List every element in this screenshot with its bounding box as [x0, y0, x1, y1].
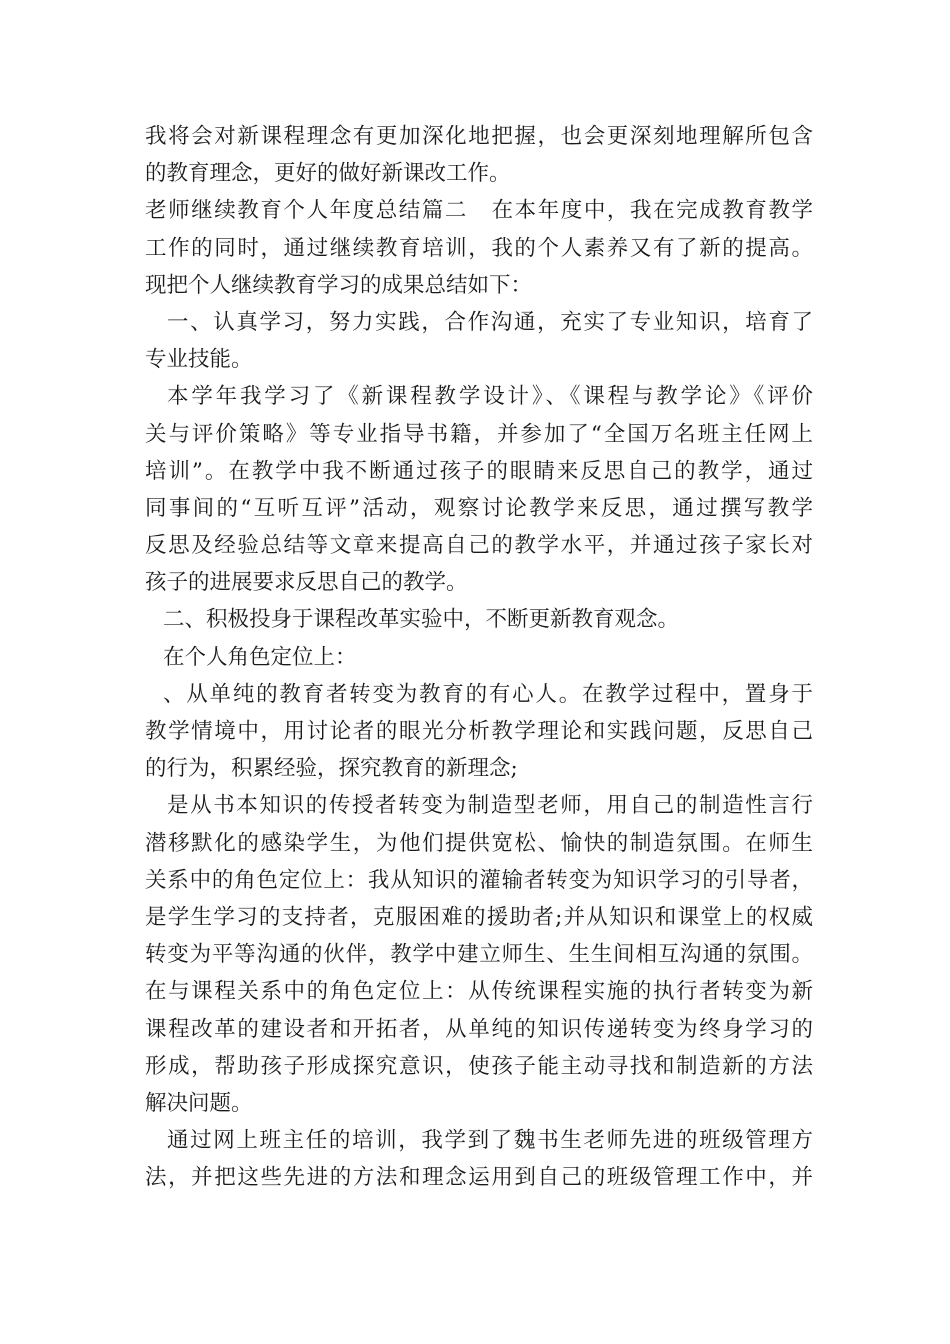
text-line: 教学情境中，用讨论者的眼光分析教学理论和实践问题，反思自己	[145, 719, 813, 744]
text-line: 是学生学习的支持者，克服困难的援助者;并从知识和课堂上的权威	[145, 904, 813, 930]
text-line: 二、积极投身于课程改革实验中，不断更新教育观念。	[163, 607, 680, 633]
text-line: 潜移默化的感染学生，为他们提供宽松、愉快的制造氛围。在师生	[145, 830, 813, 856]
text-line: 现把个人继续教育学习的成果总结如下：	[145, 272, 533, 298]
text-line: 在与课程关系中的角色定位上：从传统课程实施的执行者转变为新	[145, 979, 813, 1005]
text-line: 的教育理念，更好的做好新课改工作。	[145, 161, 511, 187]
text-line: 关系中的角色定位上：我从知识的灌输者转变为知识学习的引导者，	[145, 867, 813, 893]
text-line: 专业技能。	[145, 347, 253, 373]
text-line: 反思及经验总结等文章来提高自己的教学水平，并通过孩子家长对	[145, 533, 813, 559]
text-line: 法，并把这些先进的方法和理念运用到自己的班级管理工作中，并	[145, 1165, 813, 1191]
text-line: 本学年我学习了《新课程教学设计》、《课程与教学论》《评价	[167, 384, 813, 410]
text-line: 关与评价策略》等专业指导书籍，并参加了“全国万名班主任网上	[145, 421, 813, 447]
text-line: 我将会对新课程理念有更加深化地把握，也会更深刻地理解所包含	[145, 124, 813, 149]
text-line: 一、认真学习，努力实践，合作沟通，充实了专业知识，培育了	[167, 309, 813, 335]
text-line: 培训”。在教学中我不断通过孩子的眼睛来反思自己的教学，通过	[145, 458, 813, 484]
text-line: 形成，帮助孩子形成探究意识，使孩子能主动寻找和制造新的方法	[145, 1053, 813, 1079]
text-line: 是从书本知识的传授者转变为制造型老师，用自己的制造性言行	[167, 793, 813, 819]
text-line: 通过网上班主任的培训，我学到了魏书生老师先进的班级管理方	[167, 1128, 813, 1154]
text-line: 解决问题。	[145, 1090, 253, 1116]
text-line: 、从单纯的教育者转变为教育的有心人。在教学过程中，置身于	[163, 681, 813, 707]
text-line: 同事间的“互听互评”活动，观察讨论教学来反思，通过撰写教学	[145, 495, 813, 521]
text-line: 课程改革的建设者和开拓者，从单纯的知识传递转变为终身学习的	[145, 1016, 813, 1042]
section-heading: 老师继续教育个人年度总结篇二	[145, 198, 468, 224]
text-line-heading	[145, 192, 813, 229]
text-line: 工作的同时，通过继续教育培训，我的个人素养又有了新的提高。	[145, 235, 813, 261]
text-fragment: 在本年度中，我在完成教育教学	[490, 198, 813, 224]
document-body	[145, 118, 813, 1196]
text-line: 孩子的进展要求反思自己的教学。	[145, 570, 468, 596]
text-line: 的行为，积累经验，探究教育的新理念;	[145, 756, 518, 782]
text-line: 在个人角色定位上：	[163, 644, 357, 670]
text-line: 转变为平等沟通的伙伴，教学中建立师生、生生间相互沟通的氛围。	[145, 942, 813, 968]
